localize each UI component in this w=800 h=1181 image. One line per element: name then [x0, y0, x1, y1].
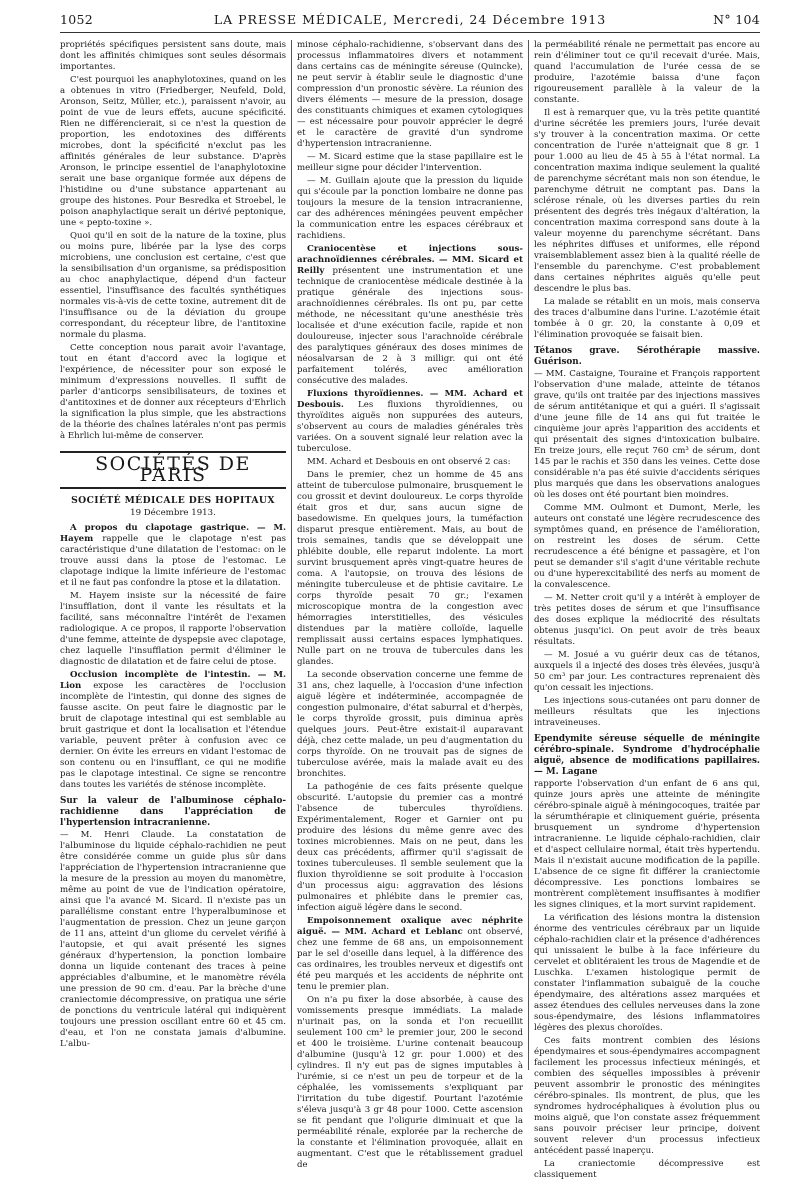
paragraph: — M. Josué a vu guérir deux cas de tétanos, auxquels il a injecté des doses très élevées, jusqu'à 50 cm³ par jour. Les contractures reprenaient dès qu'on cessait les injections. [534, 650, 760, 693]
paragraph: La craniectomie décompressive est classiquement [534, 1159, 760, 1180]
header-rule [60, 32, 760, 33]
article-text: — MM. Castaigne, Touraine et François rapportent l'observation d'une malade, atteinte de tétanos grave, qu'ils ont traitée par des injections massives de sérum antitétanique et qui a guéri. Il s'agissait d'une jeune fille de 14 ans qui fut traitée le cinquième jour après l'apparition des accidents et qui présentait des signes d'intoxication bulbaire. En treize jours, elle reçut 760 cm³ de sérum, dont 145 par le rachis et 350 dans les veines. Cette dose considérable n'a pas été suivie d'accidents sériques plus marqués que dans les observations analogues où les doses ont été pourtant bien moindres. [534, 369, 760, 500]
paragraph: On n'a pu fixer la dose absorbée, à cause des vomissements presque immédiats. La malade n'urinait pas, on la sonda et l'on recueillit seulement 100 cm³ le premier jour, 200 le second et 400 le troisième. L'urine contenait beaucoup d'albumine (jusqu'à 12 gr. pour 1.000) et des cylindres. Il n'y eut pas de signes imputables à l'urémie, si ce n'est un peu de torpeur et de la céphalée, les vomissements s'expliquant par l'irritation du tube digestif. Pourtant l'azotémie s'éleva jusqu'à 3 gr 48 pour 1000. Cette ascension se fit pendant que l'oligurie diminuait et que la perméabilité rénale, explorée par la recherche de la constante et l'élimination provoquée, allait en augmentant. C'est que le rétablissement graduel de [297, 995, 523, 1170]
page-number: 1052 [60, 12, 94, 27]
issue-number: N° 104 [713, 12, 760, 27]
paragraph: Cette conception nous parait avoir l'avantage, tout en étant d'accord avec la logique et l'expérience, de nécessiter pour son exposé le minimum d'expressions nouvelles. Il suffit de parler d'anticorps sensibilisateurs, de toxines et d'antitoxines et de donner aux récepteurs d'Ehrlich la signification la plus simple, que les abstractions de la théorie des chaînes latérales n'ont pas permis à Ehrlich lui-même de conserver. [60, 343, 286, 441]
paragraph: la perméabilité rénale ne permettait pas encore au rein d'éliminer tout ce qu'il recevait d'urée. Mais, quand l'accumulation de l'urée cessa de se produire, l'azotémie baissa d'une façon rigoureusement parallèle à la valeur de la constante. [534, 40, 760, 105]
paragraph: M. Hayem insiste sur la nécessité de faire l'insufflation, dont il vante les résultats et la facilité, sans méconnaître l'intérêt de l'examen radiologique. A ce propos, il rapporte l'observation d'une femme, atteinte de dyspepsie avec clapotage, chez laquelle l'insufflation permit d'éliminer le diagnostic de dilatation et de faire celui de ptose. [60, 591, 286, 667]
paragraph: Dans le premier, chez un homme de 45 ans atteint de tuberculose pulmonaire, brusquement le cou grossit et devint douloureux. Le corps thyroïde était gros et dur, sans aucun signe de basedowisme. En quelques jours, la tuméfaction disparut presque entièrement. Mais, au bout de trois semaines, tandis que se développait une phlébite double, elle reparut indolente. La mort survint brusquement après vingt-quatre heures de coma. A l'autopsie, on trouva des lésions de méningite tuberculeuse et de phtisie cavitaire. Le corps thyroïde pesait 70 gr.; l'examen microscopique montra de la congestion avec hémorragies interstitielles, des vésicules distendues par la matière colloïde, laquelle remplissait aussi certains espaces lymphatiques. Nulle part on ne trouva de tubercules dans les glandes. [297, 470, 523, 667]
paragraph: Les injections sous-cutanées ont paru donner de meilleurs résultats que les injections intraveineuses. [534, 696, 760, 728]
article-title: Craniocentèse et injections sous-arachnoïdiennes cérébrales. — MM. Sicard et Reilly [297, 244, 523, 276]
column-divider-2 [528, 40, 529, 1070]
article-title: Ependymite séreuse séquelle de méningite cérébro-spinale. Syndrome d'hydrocéphalie aiguë, absence de modifications papillaires. — M. Lagane [534, 734, 760, 777]
article-title: A propos du clapotage gastrique. — M. Hayem [60, 523, 286, 544]
paragraph: La seconde observation concerne une femme de 31 ans, chez laquelle, à l'occasion d'une infection aiguë légère et indéterminée, accompagnée de congestion pulmonaire, d'état saburral et d'herpès, le corps thyroïde grossit, puis diminua après quelques jours. Peut-être existait-il auparavant déjà, chez cette malade, un peu d'augmentation du corps thyroïde. On ne trouvait pas de signes de tuberculose avérée, mais la malade avait eu des bronchites. [297, 670, 523, 779]
paragraph: Il est à remarquer que, vu la très petite quantité d'urine sécrétée les premiers jours, l'urée devait s'y trouver à la concentration maxima. Or cette concentration de l'urée n'atteignait que 8 gr. 1 pour 1.000 au lieu de 45 à 55 à l'état normal. La concentration maxima indique seulement la qualité de parenchyme sécrétant mais non son étendue, le parenchyme détruit ne comptant pas. Dans la sclérose rénale, où les diverses parties du rein présentent des degrés très inégaux d'altération, la concentration maxima correspond sans doute à la valeur moyenne du parenchyme sécrétant. Dans les néphrites diffuses et uniformes, elle répond vraisemblablement assez bien à la qualité réelle de l'ensemble du parenchyme. C'est probablement dans certaines néphrites aiguës qu'elle peut descendre le plus bas. [534, 108, 760, 294]
article-text: rapporte l'observation d'un enfant de 6 ans qui, quinze jours après une atteinte de méningite cérébro-spinale aiguë à méningocoques, traitée par la sérumthérapie et cliniquement guérie, présenta brusquement un syndrome d'hypertension intracranienne. Le liquide céphalo-rachidien, clair et d'aspect cellulaire normal, était très hypertendu. Mais il n'existait aucune modification de la papille. L'absence de ce signe fit différer la craniectomie décompressive. Les ponctions lombaires se montrèrent complètement insuffisantes à modifier les signes cliniques, et la mort survint rapidement. [534, 779, 760, 910]
paragraph: propriétés spécifiques persistent sans doute, mais dont les affinités chimiques sont seules désormais importantes. [60, 40, 286, 72]
column-3 [534, 40, 760, 1180]
paragraph: — M. Sicard estime que la stase papillaire est le meilleur signe pour décider l'intervention. [297, 152, 523, 173]
paragraph: La malade se rétablit en un mois, mais conserva des traces d'albumine dans l'urine. L'azotémie était tombée à 0 gr. 20, la constante à 0,09 et l'élimination provoquée se faisait bien. [534, 297, 760, 340]
article-title: Occlusion incomplète de l'intestin. — M. Lion [60, 670, 286, 691]
column-divider-1 [291, 40, 292, 1070]
paragraph: minose céphalo-rachidienne, s'observant dans des processus inflammatoires divers et notamment dans certains cas de méningite séreuse (Quincke), ne peut servir à établir seule le diagnostic d'une compression d'un pronostic sévère. La réunion des divers éléments — mesure de la pression, dosage des constituants chimiques et examen cytologiques — est nécessaire pour pouvoir apprécier le degré et le caractère de gravité d'un syndrome d'hypertension intracranienne. [297, 40, 523, 149]
article-title: Tétanos grave. Sérothérapie massive. Guérison. [534, 346, 760, 367]
paragraph: Ces faits montrent combien des lésions épendymaires et sous-épendymaires accompagnent facilement les processus infectieux méningés, et combien des séquelles impossibles à prévenir peuvent assombrir le pronostic des méningites cérébro-spinales. Ils montrent, de plus, que les syndromes hydrocéphaliques à évolution plus ou moins aiguë, que l'on constate assez fréquemment sans pouvoir préciser leur principe, doivent souvent relever d'un processus infectieux antécédent passé inaperçu. [534, 1036, 760, 1156]
paragraph: La pathogénie de ces faits présente quelque obscurité. L'autopsie du premier cas a montré l'absence de tubercules thyroïdiens. Expérimentalement, Roger et Garnier ont pu produire des lésions du même genre avec des toxines microbiennes. Mais on ne peut, dans les deux cas précédents, affirmer qu'il s'agissait de toxines tuberculeuses. Il semble seulement que la fluxion thyroïdienne se soit produite à l'occasion d'un processus aigu: aggravation des lésions pulmonaires et phlébite dans le premier cas, infection aiguë légère dans le second. [297, 782, 523, 913]
article-text: ont observé, chez une femme de 68 ans, un empoisonnement par le sel d'oseille dans lequel, à la différence des cas ordinaires, les troubles nerveux et digestifs ont été peu marqués et les accidents de néphrite ont tenu le premier plan. [297, 927, 523, 992]
paragraph: Quoi qu'il en soit de la nature de la toxine, plus ou moins pure, libérée par la lyse des corps microbiens, une conclusion est certaine, c'est que la sensibilisation d'un organisme, sa prédisposition au choc anaphylactique, dépend d'un facteur essentiel, l'insuffisance des facultés synthétiques normales vis-à-vis de cette toxine, autrement dit de l'insuffisance ou de la déviation du groupe correspondant, du récepteur libre, de l'antitoxine normale du plasma. [60, 231, 286, 340]
article-text: — M. Henri Claude. La constatation de l'albuminose du liquide céphalo-rachidien ne peut être considérée comme un guide plus sûr dans l'appréciation de l'hypertension intracranienne que la mesure de la pression au moyen du manomètre, même au point de vue de l'indication opératoire, ainsi que l'a avancé M. Sicard. Il n'existe pas un parallélisme constant entre l'hyperalbuminose et l'augmentation de pression. Chez un jeune garçon de 11 ans, atteint d'un gliome du cervelet vérifié à l'autopsie, et qui avait présenté les signes généraux d'hypertension, la ponction lombaire donna un liquide contenant des traces à peine appréciables d'albumine, et le manomètre révéla une pression de 90 cm. d'eau. Par la brèche d'une craniectomie décompressive, on pratiqua une série de ponctions du ventricule latéral qui indiquèrent toujours une pression oscillant entre 60 et 45 cm. d'eau, et l'on ne constata jamais d'albumine. L'albu- [60, 830, 286, 1049]
paragraph: — M. Netter croit qu'il y a intérêt à employer de très petites doses de sérum et que l'insuffisance des doses explique la médiocrité des résultats obtenus jusqu'ici. On peut avoir de très beaux résultats. [534, 593, 760, 647]
paragraph: MM. Achard et Desbouis en ont observé 2 cas: [307, 457, 511, 467]
article-title: Sur la valeur de l'albuminose céphalo-rachidienne dans l'appréciation de l'hypertension intracranienne. [60, 796, 286, 828]
article-title: Empoisonnement oxalique avec néphrite aiguë. — MM. Achard et Leblanc [297, 916, 523, 937]
paragraph: La vérification des lésions montra la distension énorme des ventricules cérébraux par un liquide céphalo-rachidien clair et la présence d'adhérences qui unissaient le bulbe à la face inférieure du cervelet et oblitéraient les trous de Magendie et de Luschka. L'examen histologique permit de constater l'inflammation subaiguë de la couche épendymaire, des altérations assez marquées et assez étendues des cellules nerveuses dans la zone sous-épendymaire, des lésions inflammatoires légères des plexus choroïdes. [534, 913, 760, 1033]
paragraph: Comme MM. Oulmont et Dumont, Merle, les auteurs ont constaté une légère recrudescence des symptômes quand, en présence de l'amélioration, on restreint les doses de sérum. Cette recrudescence a été bénigne et passagère, et l'on peut se demander s'il s'agit d'une véritable rechute ou d'une hyperexcitabilité des nerfs au moment de la convalescence. [534, 503, 760, 590]
paragraph: — M. Guillain ajoute que la pression du liquide qui s'écoule par la ponction lombaire ne donne pas toujours la mesure de la tension intracranienne, car des adhérences méningées peuvent empêcher la communication entre les espaces cérébraux et rachidiens. [297, 176, 523, 241]
journal-title: LA PRESSE MÉDICALE, Mercredi, 24 Décembre 1913 [213, 12, 607, 27]
article-text: expose les caractères de l'occlusion incomplète de l'intestin, qui donne des signes de fausse ascite. On peut faire le diagnostic par le bruit de clapotage intestinal qui est semblable au bruit gastrique et dont la localisation et l'étendue variable, peuvent prêter à confusion avec ce dernier. On évite les erreurs en vidant l'estomac de son contenu ou en l'insufflant, ce qui ne modifie pas le clapotage intestinal. Ce signe se rencontre dans toutes les variétés de sténose incomplète. [60, 681, 286, 790]
article-title: Fluxions thyroïdiennes. — MM. Achard et Desbouis. [297, 389, 523, 410]
article-text: présentent une instrumentation et une technique de craniocentèse médicale destinée à la pratique générale des injections sous-arachnoïdiennes cérébrales. Ils ont pu, par cette méthode, ne nécessitant qu'une anesthésie très localisée et d'une exécution facile, rapide et non douloureuse, injecter sous l'arachnoïde cérébrale des paralytiques généraux des doses minimes de néosalvarsan de 2 à 3 milligr. qui ont été parfaitement tolérés, avec amélioration consécutive des malades. [297, 266, 524, 386]
article-text: rappelle que le clapotage n'est pas caractéristique d'une dilatation de l'estomac: on le trouve aussi dans la ptose de l'estomac. Le clapotage indique la limite inférieure de l'estomac et il ne faut pas confondre la ptose et la dilatation. [60, 534, 286, 588]
session-date: 19 Décembre 1913. [130, 508, 216, 518]
society-title: SOCIÉTÉ MÉDICALE DES HOPITAUX [71, 495, 275, 506]
article-text: Les fluxions thyroïdiennes, ou thyroïdites aiguës non suppurées des auteurs, s'observent au cours de maladies générales très variées. On a souvent signalé leur relation avec la tuberculose. [297, 400, 524, 454]
page-header [60, 12, 760, 28]
section-banner: SOCIÉTÉS DE PARIS [60, 451, 286, 489]
column-2 [297, 40, 524, 1170]
column-1 [60, 40, 286, 1075]
paragraph: C'est pourquoi les anaphylotoxines, quand on les a obtenues in vitro (Friedberger, Neufeld, Dold, Aronson, Seitz, Müller, etc.), paraissent n'avoir, au point de vue de leurs effets, aucune spécificité. Rien ne différencierait, si ce n'est la question de proportion, les endotoxines des différents microbes, dont la spécificité n'exclut pas les affinités générales de leur substance. D'après Aronson, le principe essentiel de l'anaphylotoxine serait une base organique formée aux dépens de l'histidine ou d'une substance appartenant au groupe des histones. Pour Besredka et Stroebel, le poison anaphylactique serait un dérivé peptonique, une « pepto-toxine ». [60, 75, 286, 228]
